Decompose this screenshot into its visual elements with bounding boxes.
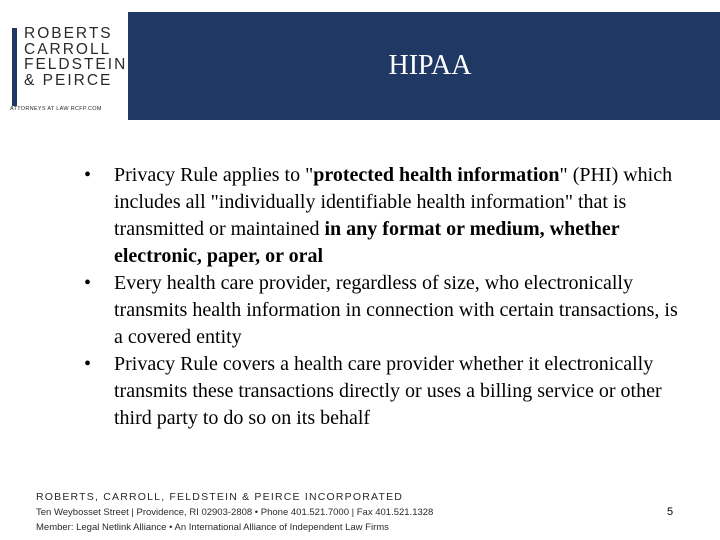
bullet-text: Privacy Rule applies to " — [114, 164, 314, 186]
bullet-marker: • — [84, 164, 92, 186]
bullet-marker: • — [84, 272, 92, 294]
footer-firm-name: ROBERTS, CARROLL, FELDSTEIN & PEIRCE INCORPORATED — [36, 491, 404, 503]
bullet-bold-text: protected health information — [313, 164, 560, 186]
slide-header — [0, 0, 720, 120]
title-band — [128, 12, 720, 120]
page-number: 5 — [667, 506, 674, 518]
logo-line: & PEIRCE — [24, 71, 113, 89]
bullet-text: Privacy Rule covers a health care provider whether it electronically transmits these transactions directly or uses a billing service or other third party to do so on its behalf — [114, 353, 662, 429]
logo-line: ROBERTS — [24, 25, 113, 42]
firm-logo — [0, 12, 128, 110]
slide-title: HIPAA — [388, 50, 472, 81]
bullet-text: " (PHI) which includes all "individually identifiable health information" that is transmitted or maintained — [114, 164, 673, 240]
logo-accent-bar — [12, 28, 17, 106]
bullet-item — [84, 351, 684, 432]
logo-line: FELDSTEIN — [24, 56, 128, 73]
bullet-text: Every health care provider, regardless of size, who electronically transmits health information in connection with certain transactions, is a covered entity — [114, 272, 678, 348]
logo-wordmark — [24, 26, 127, 88]
footer-divider — [36, 487, 680, 488]
bullet-bold-text: in any format or medium, whether electronic, paper, or oral — [114, 218, 620, 267]
bullet-list — [84, 162, 684, 432]
bullet-item — [84, 162, 684, 270]
footer-address: Ten Weybosset Street | Providence, RI 02903-2808 • Phone 401.521.7000 | Fax 401.521.1328 — [36, 507, 434, 518]
slide-footer — [36, 490, 433, 535]
bullet-item — [84, 270, 684, 351]
logo-line: CARROLL — [24, 40, 112, 58]
bullet-marker: • — [84, 353, 92, 375]
footer-membership: Member: Legal Netlink Alliance • An International Alliance of Independent Law Firms — [36, 522, 389, 533]
logo-tagline: ATTORNEYS AT LAW RCFP.COM — [10, 106, 102, 112]
